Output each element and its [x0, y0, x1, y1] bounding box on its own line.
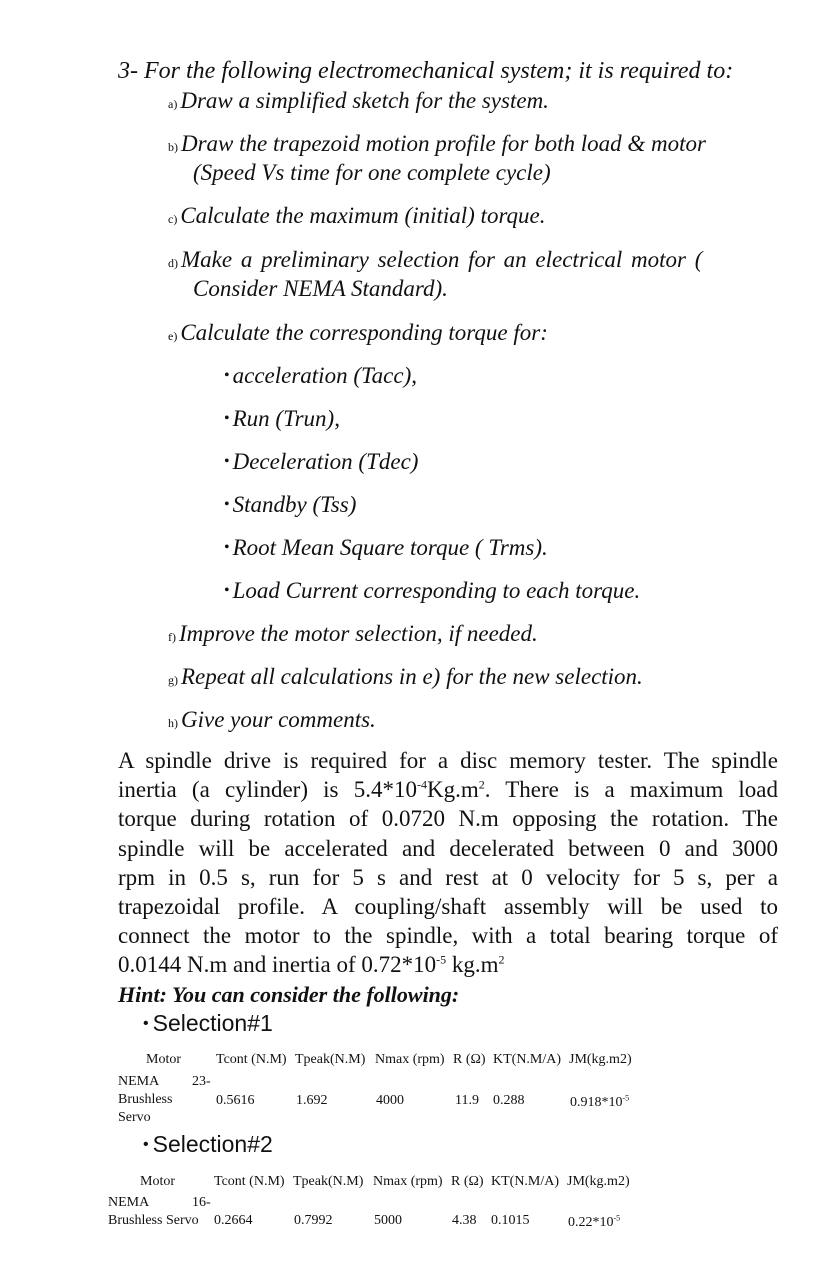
bullet-item	[224, 449, 418, 475]
selection-1-heading: • Selection#1	[143, 1010, 273, 1036]
bullet-text: Deceleration (Tdec)	[232, 449, 419, 474]
item-g	[168, 664, 643, 690]
item-b-line1: Draw the trapezoid motion profile for both load & motor	[181, 131, 706, 156]
bullet-item	[224, 492, 356, 518]
sel1-header-r: R (Ω)	[453, 1052, 486, 1067]
item-e	[168, 320, 548, 346]
paragraph-line: rpm in 0.5 s, run for 5 s and rest at 0 velocity for 5 s, per a	[118, 864, 778, 890]
item-g-letter: g)	[168, 673, 178, 687]
item-f-letter: f)	[168, 630, 176, 644]
bullet-text: Load Current corresponding to each torque.	[232, 578, 641, 603]
item-d	[168, 247, 702, 273]
item-d-line2: Consider NEMA Standard).	[193, 276, 448, 301]
bullet-dot-icon: •	[143, 1136, 149, 1153]
item-f-text: Improve the motor selection, if needed.	[179, 621, 538, 646]
sel1-jm: $0.918*10^{-5}$	[570, 1093, 630, 1110]
sel1-header-tpeak: Tpeak(N.M)	[295, 1052, 366, 1067]
bullet-dot-icon: •	[224, 453, 230, 470]
sel2-header-kt: KT(N.M/A)	[491, 1174, 560, 1189]
hint-heading: Hint: You can consider the following:	[118, 982, 460, 1007]
item-f	[168, 621, 538, 647]
sel2-header-tcont: Tcont (N.M)	[214, 1174, 285, 1189]
sel2-header-nmax: Nmax (rpm)	[373, 1174, 443, 1189]
sel1-r: 11.9	[455, 1093, 479, 1108]
sel2-kt: 0.1015	[491, 1213, 530, 1228]
paragraph-line: 0.0144 N.m and inertia of $0.72*10^{-5}$ $kg.m^2$	[118, 952, 505, 978]
sel1-header-tcont: Tcont (N.M)	[216, 1052, 287, 1067]
item-h-text: Give your comments.	[181, 707, 376, 732]
paragraph-line: torque during rotation of 0.0720 N.m opposing the rotation. The	[118, 806, 778, 832]
paragraph-line: A spindle drive is required for a disc memory tester. The spindle	[118, 748, 778, 773]
item-a-letter: a)	[168, 97, 178, 111]
sel2-motor-line2: Brushless Servo	[108, 1213, 199, 1228]
bullet-dot-icon: •	[143, 1015, 149, 1032]
sel2-tcont: 0.2664	[214, 1213, 253, 1228]
bullet-item	[224, 363, 417, 389]
paragraph-line: trapezoidal profile. A coupling/shaft assembly will be used to	[118, 894, 778, 920]
bullet-text: acceleration (Tacc),	[232, 363, 417, 388]
sel1-header-motor: Motor	[146, 1052, 181, 1067]
item-g-text: Repeat all calculations in e) for the new selection.	[181, 664, 643, 689]
sel1-header-kt: KT(N.M/A)	[493, 1052, 562, 1067]
sel1-motor-line3: Servo	[118, 1110, 151, 1125]
item-h	[168, 707, 376, 733]
bullet-text: Root Mean Square torque ( Trms).	[232, 535, 548, 560]
sel2-header-motor: Motor	[140, 1174, 175, 1189]
item-d-line1: Make a preliminary selection for an electrical motor (	[181, 247, 703, 272]
sel2-motor-line1: NEMA	[108, 1195, 150, 1210]
item-c-text: Calculate the maximum (initial) torque.	[180, 203, 546, 228]
sel2-nmax: 5000	[374, 1213, 402, 1228]
sel2-header-jm: JM(kg.m2)	[567, 1174, 630, 1189]
bullet-dot-icon: •	[224, 367, 230, 384]
bullet-item	[224, 535, 548, 561]
bullet-item	[224, 406, 340, 432]
sel1-nmax: 4000	[376, 1093, 404, 1108]
problem-paragraph	[118, 746, 778, 980]
bullet-dot-icon: •	[224, 410, 230, 427]
sel2-header-r: R (Ω)	[451, 1174, 484, 1189]
bullet-item	[224, 578, 640, 604]
bullet-dot-icon: •	[224, 582, 230, 599]
item-a	[168, 88, 549, 114]
bullet-dot-icon: •	[224, 496, 230, 513]
sel1-kt: 0.288	[493, 1093, 525, 1108]
item-c	[168, 203, 546, 229]
sel1-motor-line1b: 23-	[192, 1074, 211, 1089]
sel1-motor-line2: Brushless	[118, 1092, 173, 1107]
question-title: 3- For the following electromechanical system; it is required to:	[118, 58, 734, 84]
sel2-motor-line1b: 16-	[192, 1195, 211, 1210]
sel2-tpeak: 0.7992	[294, 1213, 333, 1228]
sel1-tcont: 0.5616	[216, 1093, 255, 1108]
item-b-line2: (Speed Vs time for one complete cycle)	[193, 160, 551, 185]
item-d-letter: d)	[168, 256, 178, 270]
paragraph-line: inertia (a cylinder) is $5.4*10^{-4}Kg.m^2$. There is a maximum load	[118, 777, 778, 803]
selection-2-heading: • Selection#2	[143, 1131, 273, 1157]
bullet-dot-icon: •	[224, 539, 230, 556]
sel2-jm: $0.22*10^{-5}$	[568, 1213, 621, 1230]
sel1-tpeak: 1.692	[296, 1093, 328, 1108]
sel1-header-nmax: Nmax (rpm)	[375, 1052, 445, 1067]
sel1-motor-line1: NEMA	[118, 1074, 160, 1089]
item-b-letter: b)	[168, 140, 178, 154]
item-b	[168, 131, 706, 157]
sel2-r: 4.38	[452, 1213, 477, 1228]
paragraph-line: spindle will be accelerated and decelerated between 0 and 3000	[118, 835, 778, 861]
bullet-text: Run (Trun),	[232, 406, 340, 431]
item-h-letter: h)	[168, 716, 178, 730]
item-e-text: Calculate the corresponding torque for:	[180, 320, 548, 345]
item-c-letter: c)	[168, 212, 178, 226]
sel1-header-jm: JM(kg.m2)	[569, 1052, 632, 1067]
paragraph-line: connect the motor to the spindle, with a total bearing torque of	[118, 923, 778, 949]
sel2-header-tpeak: Tpeak(N.M)	[293, 1174, 364, 1189]
item-a-text: Draw a simplified sketch for the system.	[180, 88, 549, 113]
bullet-text: Standby (Tss)	[232, 492, 357, 517]
item-e-letter: e)	[168, 329, 178, 343]
